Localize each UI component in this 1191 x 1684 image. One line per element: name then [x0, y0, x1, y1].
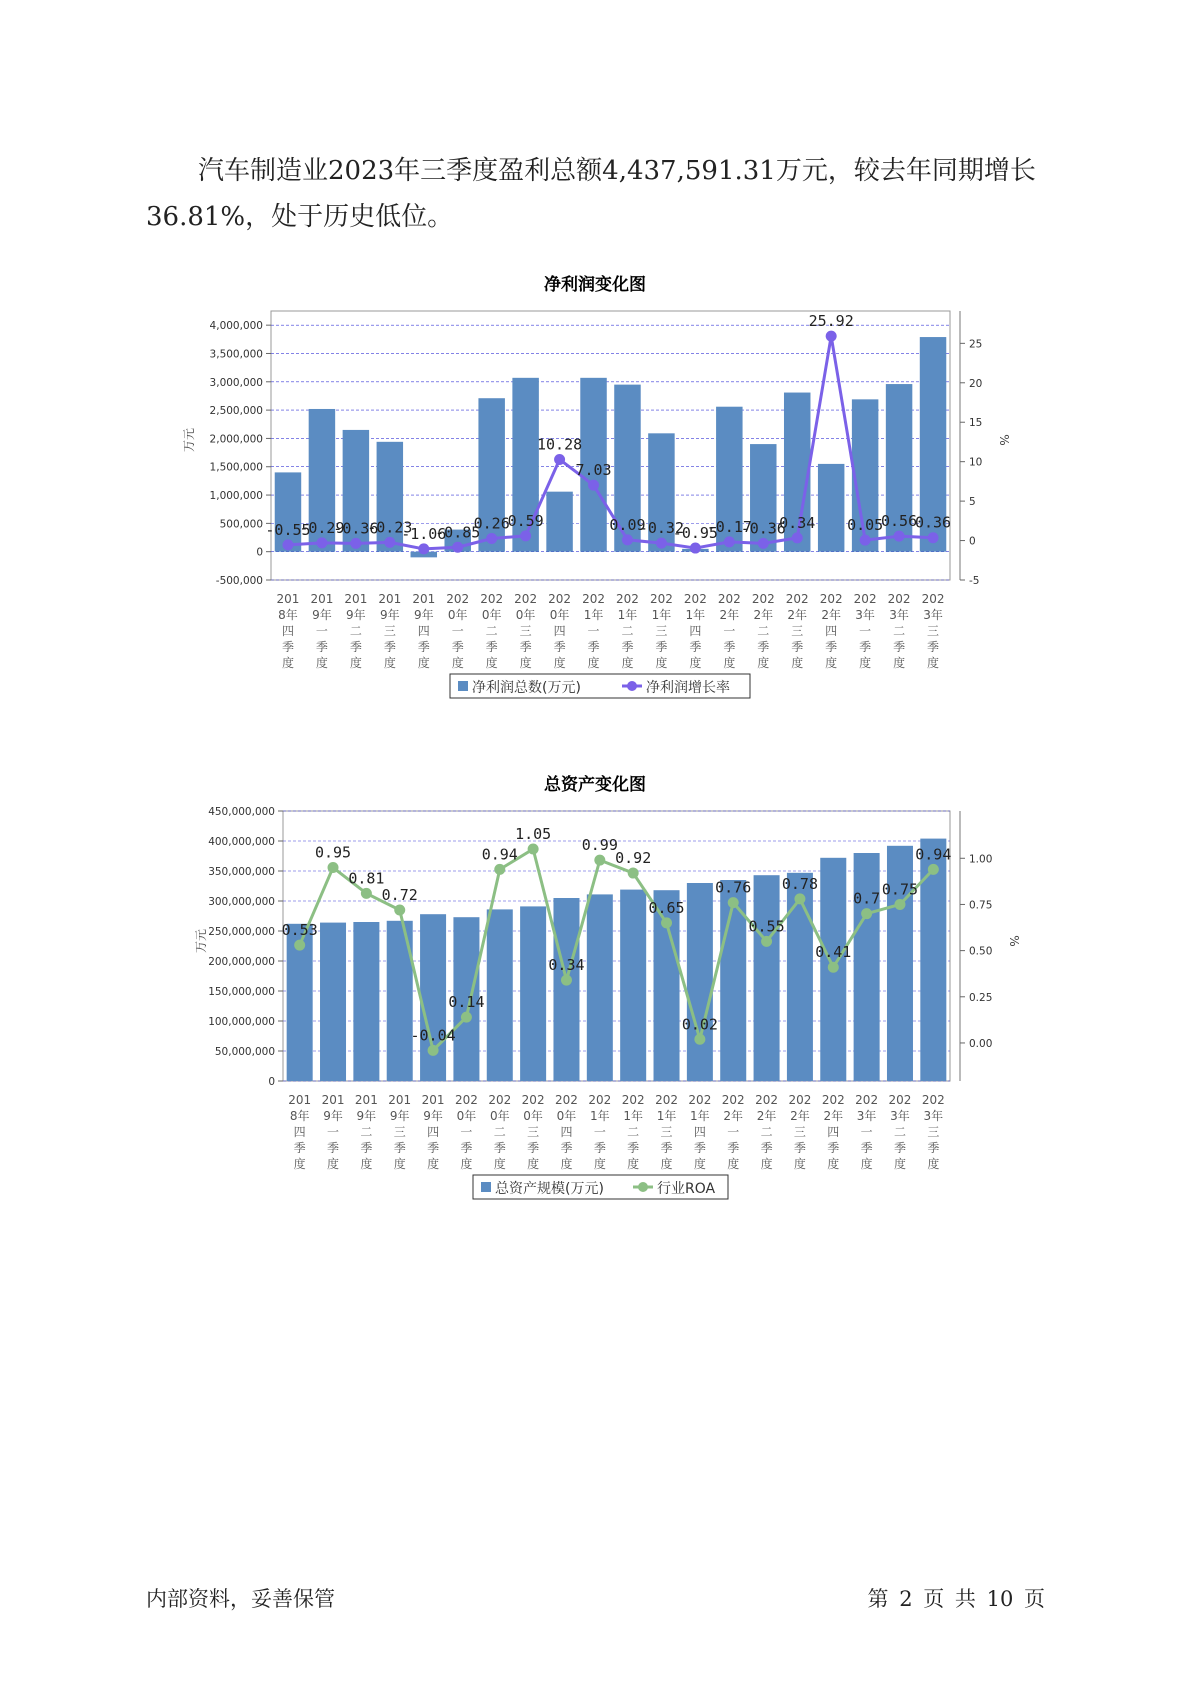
line-point	[418, 543, 429, 554]
category-label: 202 3年一季度	[855, 1093, 879, 1171]
category-label: 202 3年三季度	[921, 592, 945, 670]
line-point	[928, 864, 939, 875]
category-label: 201 9年一季度	[310, 592, 334, 670]
category-label: 202 0年四季度	[548, 592, 572, 670]
data-label: 0.95	[314, 843, 352, 862]
category-label: 202 1年四季度	[688, 1093, 712, 1171]
y2-tick-label: 0.75	[969, 899, 993, 912]
data-label: -0.23	[367, 518, 413, 537]
y-tick-label: 0	[268, 1076, 275, 1088]
data-label: 0.05	[847, 516, 884, 535]
y2-tick-label: 0.00	[969, 1037, 993, 1050]
category-label: 201 9年四季度	[412, 592, 436, 670]
category-label: 202 2年一季度	[717, 592, 741, 670]
y-tick-label: 50,000,000	[214, 1046, 275, 1058]
line-point	[724, 536, 735, 547]
bar	[754, 875, 780, 1081]
y2-tick-label: 0.25	[969, 991, 993, 1004]
category-label: 202 0年四季度	[555, 1093, 578, 1171]
legend-bar-swatch	[481, 1182, 491, 1192]
intro-paragraph: 汽车制造业2023年三季度盈利总额4,437,591.31万元，较去年同期增长36.81%，处于历史低位。	[146, 156, 1036, 232]
category-label: 202 3年二季度	[887, 592, 911, 670]
data-label: -0.32	[638, 519, 685, 538]
y-tick-label: 100,000,000	[208, 1016, 275, 1028]
y-tick-label: 200,000,000	[208, 956, 275, 968]
data-label: 0.99	[581, 836, 618, 855]
data-label: 0.56	[881, 512, 918, 531]
line-point	[461, 1012, 472, 1023]
data-label: 0.81	[348, 869, 385, 888]
line-point	[728, 897, 739, 908]
category-label: 201 9年一季度	[321, 1093, 345, 1171]
y-tick-label: 2,500,000	[209, 405, 263, 418]
line-point	[328, 862, 339, 873]
bar	[353, 922, 379, 1081]
line-point	[628, 868, 639, 879]
y2-axis-unit: %	[997, 434, 1011, 446]
y2-tick-label: -5	[969, 575, 980, 587]
data-label: 0.65	[648, 898, 685, 917]
line-point	[394, 904, 405, 915]
y-tick-label: 400,000,000	[208, 836, 275, 848]
category-label: 202 1年三季度	[649, 592, 673, 670]
line-point	[316, 537, 327, 548]
data-label: -0.17	[706, 517, 752, 536]
legend-bar-swatch	[458, 681, 468, 691]
footer-confidential: 内部资料，妥善保管	[146, 1587, 335, 1611]
y2-tick-label: 25	[969, 338, 983, 351]
data-label: 1.05	[515, 825, 552, 844]
data-label: 0.53	[281, 921, 318, 940]
y-tick-label: 1,000,000	[209, 490, 263, 503]
data-label: -0.85	[435, 523, 481, 542]
bar	[620, 890, 646, 1081]
line-point	[594, 855, 605, 866]
data-label: 7.03	[575, 461, 612, 480]
bar	[487, 909, 513, 1081]
category-label: 202 2年一季度	[721, 1093, 745, 1171]
y2-tick-label: 15	[969, 417, 983, 430]
category-label: 202 1年二季度	[616, 592, 639, 670]
category-label: 202 2年四季度	[819, 592, 843, 670]
category-label: 202 1年一季度	[588, 1093, 612, 1171]
line-point	[894, 899, 905, 910]
line-point	[622, 534, 633, 545]
data-label: 25.92	[808, 312, 854, 331]
data-label: 0.34	[548, 956, 585, 975]
line-point	[561, 975, 572, 986]
data-label: -1.06	[401, 524, 447, 543]
bar	[720, 880, 746, 1081]
y2-tick-label: 10	[969, 456, 983, 469]
y-tick-label: 150,000,000	[208, 986, 275, 998]
category-label: 202 2年二季度	[751, 592, 775, 670]
y-tick-label: 350,000,000	[208, 866, 275, 878]
y-axis-unit: 万元	[194, 928, 208, 954]
data-label: -0.55	[265, 520, 311, 539]
line-point	[794, 893, 805, 904]
y-tick-label: 250,000,000	[208, 926, 275, 938]
legend-bar-label: 净利润总数(万元)	[472, 680, 581, 696]
line-point	[528, 844, 539, 855]
chart-title: 净利润变化图	[544, 275, 646, 295]
y-axis-unit: 万元	[182, 427, 196, 453]
data-label: -0.36	[740, 519, 786, 538]
y-tick-label: 4,000,000	[209, 320, 263, 333]
line-point	[350, 538, 361, 549]
category-label: 201 9年四季度	[421, 1093, 445, 1171]
bar	[320, 923, 346, 1081]
legend-line-label: 净利润增长率	[646, 680, 730, 696]
line-point	[588, 480, 599, 491]
category-label: 202 0年三季度	[521, 1093, 545, 1171]
net-profit-chart	[0, 248, 1191, 718]
category-label: 202 3年二季度	[888, 1093, 912, 1171]
line-point	[828, 962, 839, 973]
line-point	[428, 1045, 439, 1056]
line-point	[928, 532, 939, 543]
data-label: 0.14	[448, 993, 485, 1012]
data-label: 0.78	[781, 874, 818, 893]
y2-tick-label: 5	[969, 496, 976, 509]
bar	[520, 906, 546, 1081]
y2-axis-unit: %	[1007, 935, 1021, 947]
y2-tick-label: 1.00	[969, 853, 993, 866]
data-label: 0.34	[779, 513, 816, 532]
category-label: 202 1年四季度	[683, 592, 707, 670]
data-label: -0.29	[299, 518, 345, 537]
total-assets-chart	[0, 758, 1191, 1228]
category-label: 202 3年三季度	[921, 1093, 945, 1171]
data-label: 0.09	[609, 515, 646, 534]
line-point	[761, 936, 772, 947]
line-point	[661, 917, 672, 928]
category-label: 202 0年二季度	[480, 592, 504, 670]
legend-line-marker	[627, 681, 637, 691]
data-label: 0.75	[881, 880, 919, 899]
bar	[553, 898, 579, 1081]
line-point	[694, 1034, 705, 1045]
category-label: 201 9年二季度	[354, 1093, 378, 1171]
bar	[920, 839, 946, 1081]
line-point	[860, 535, 871, 546]
legend-line-marker	[638, 1182, 648, 1192]
data-label: -0.95	[672, 524, 718, 543]
line-point	[792, 532, 803, 543]
y2-tick-label: 20	[969, 377, 983, 390]
y-tick-label: 1,500,000	[209, 461, 263, 474]
data-label: 0.41	[815, 943, 852, 962]
footer-page-number: 第 2 页 共 10 页	[867, 1587, 1045, 1611]
category-label: 202 0年一季度	[454, 1093, 478, 1171]
data-label: 10.28	[536, 435, 583, 454]
line-point	[826, 331, 837, 342]
data-label: 0.02	[681, 1015, 718, 1034]
data-label: -0.36	[333, 519, 379, 538]
category-label: 202 1年二季度	[621, 1093, 645, 1171]
data-label: 0.76	[715, 878, 752, 897]
y-tick-label: 300,000,000	[208, 896, 275, 908]
category-label: 201 9年二季度	[344, 592, 368, 670]
line-point	[494, 864, 505, 875]
legend-bar-label: 总资产规模(万元)	[495, 1181, 604, 1197]
category-label: 202 1年一季度	[582, 592, 605, 670]
category-label: 202 2年三季度	[788, 1093, 812, 1171]
bar	[546, 492, 572, 552]
category-label: 202 0年二季度	[488, 1093, 512, 1171]
category-label: 202 0年三季度	[514, 592, 538, 670]
bar	[587, 894, 613, 1081]
data-label: 0.36	[914, 513, 952, 532]
y-tick-label: 500,000	[219, 518, 263, 531]
line-point	[452, 542, 463, 553]
y-tick-label: 3,000,000	[209, 376, 263, 389]
line-point	[554, 454, 565, 465]
legend-line-label: 行业ROA	[657, 1181, 716, 1197]
line-point	[758, 538, 769, 549]
category-label: 202 0年一季度	[446, 592, 470, 670]
y-tick-label: 450,000,000	[208, 806, 275, 818]
y2-tick-label: 0.50	[969, 945, 993, 958]
y2-tick-label: 0	[969, 535, 976, 548]
line-point	[294, 940, 305, 951]
line-point	[361, 888, 372, 899]
data-label: 0.55	[748, 917, 785, 936]
category-label: 201 9年三季度	[388, 1093, 412, 1171]
line-point	[861, 908, 872, 919]
y-tick-label: 0	[256, 546, 263, 559]
data-label: 0.59	[507, 511, 544, 530]
y-tick-label: -500,000	[215, 575, 263, 587]
category-label: 201 8年四季度	[288, 1093, 312, 1171]
data-label: -0.04	[410, 1026, 456, 1045]
data-label: 0.72	[381, 885, 418, 904]
data-label: 0.7	[853, 889, 881, 908]
data-label: 0.94	[915, 845, 952, 864]
category-label: 202 2年三季度	[785, 592, 809, 670]
bar	[854, 853, 880, 1081]
line-point	[384, 537, 395, 548]
line-point	[520, 530, 531, 541]
category-label: 202 2年四季度	[821, 1093, 845, 1171]
bar	[818, 464, 844, 552]
line-point	[486, 533, 497, 544]
line-point	[690, 543, 701, 554]
data-label: 0.94	[481, 845, 518, 864]
bar	[420, 914, 446, 1081]
line-point	[282, 539, 293, 550]
y-tick-label: 3,500,000	[209, 348, 263, 361]
line-point	[894, 531, 905, 542]
category-label: 202 1年三季度	[655, 1093, 678, 1171]
category-label: 201 8年四季度	[276, 592, 300, 670]
chart-title: 总资产变化图	[544, 775, 646, 795]
data-label: 0.92	[615, 849, 652, 868]
category-label: 202 2年二季度	[755, 1093, 779, 1171]
line-point	[656, 538, 667, 549]
data-label: 0.26	[473, 514, 510, 533]
y-tick-label: 2,000,000	[209, 433, 263, 446]
category-label: 201 9年三季度	[378, 592, 402, 670]
category-label: 202 3年一季度	[853, 592, 877, 670]
bar	[687, 883, 713, 1081]
